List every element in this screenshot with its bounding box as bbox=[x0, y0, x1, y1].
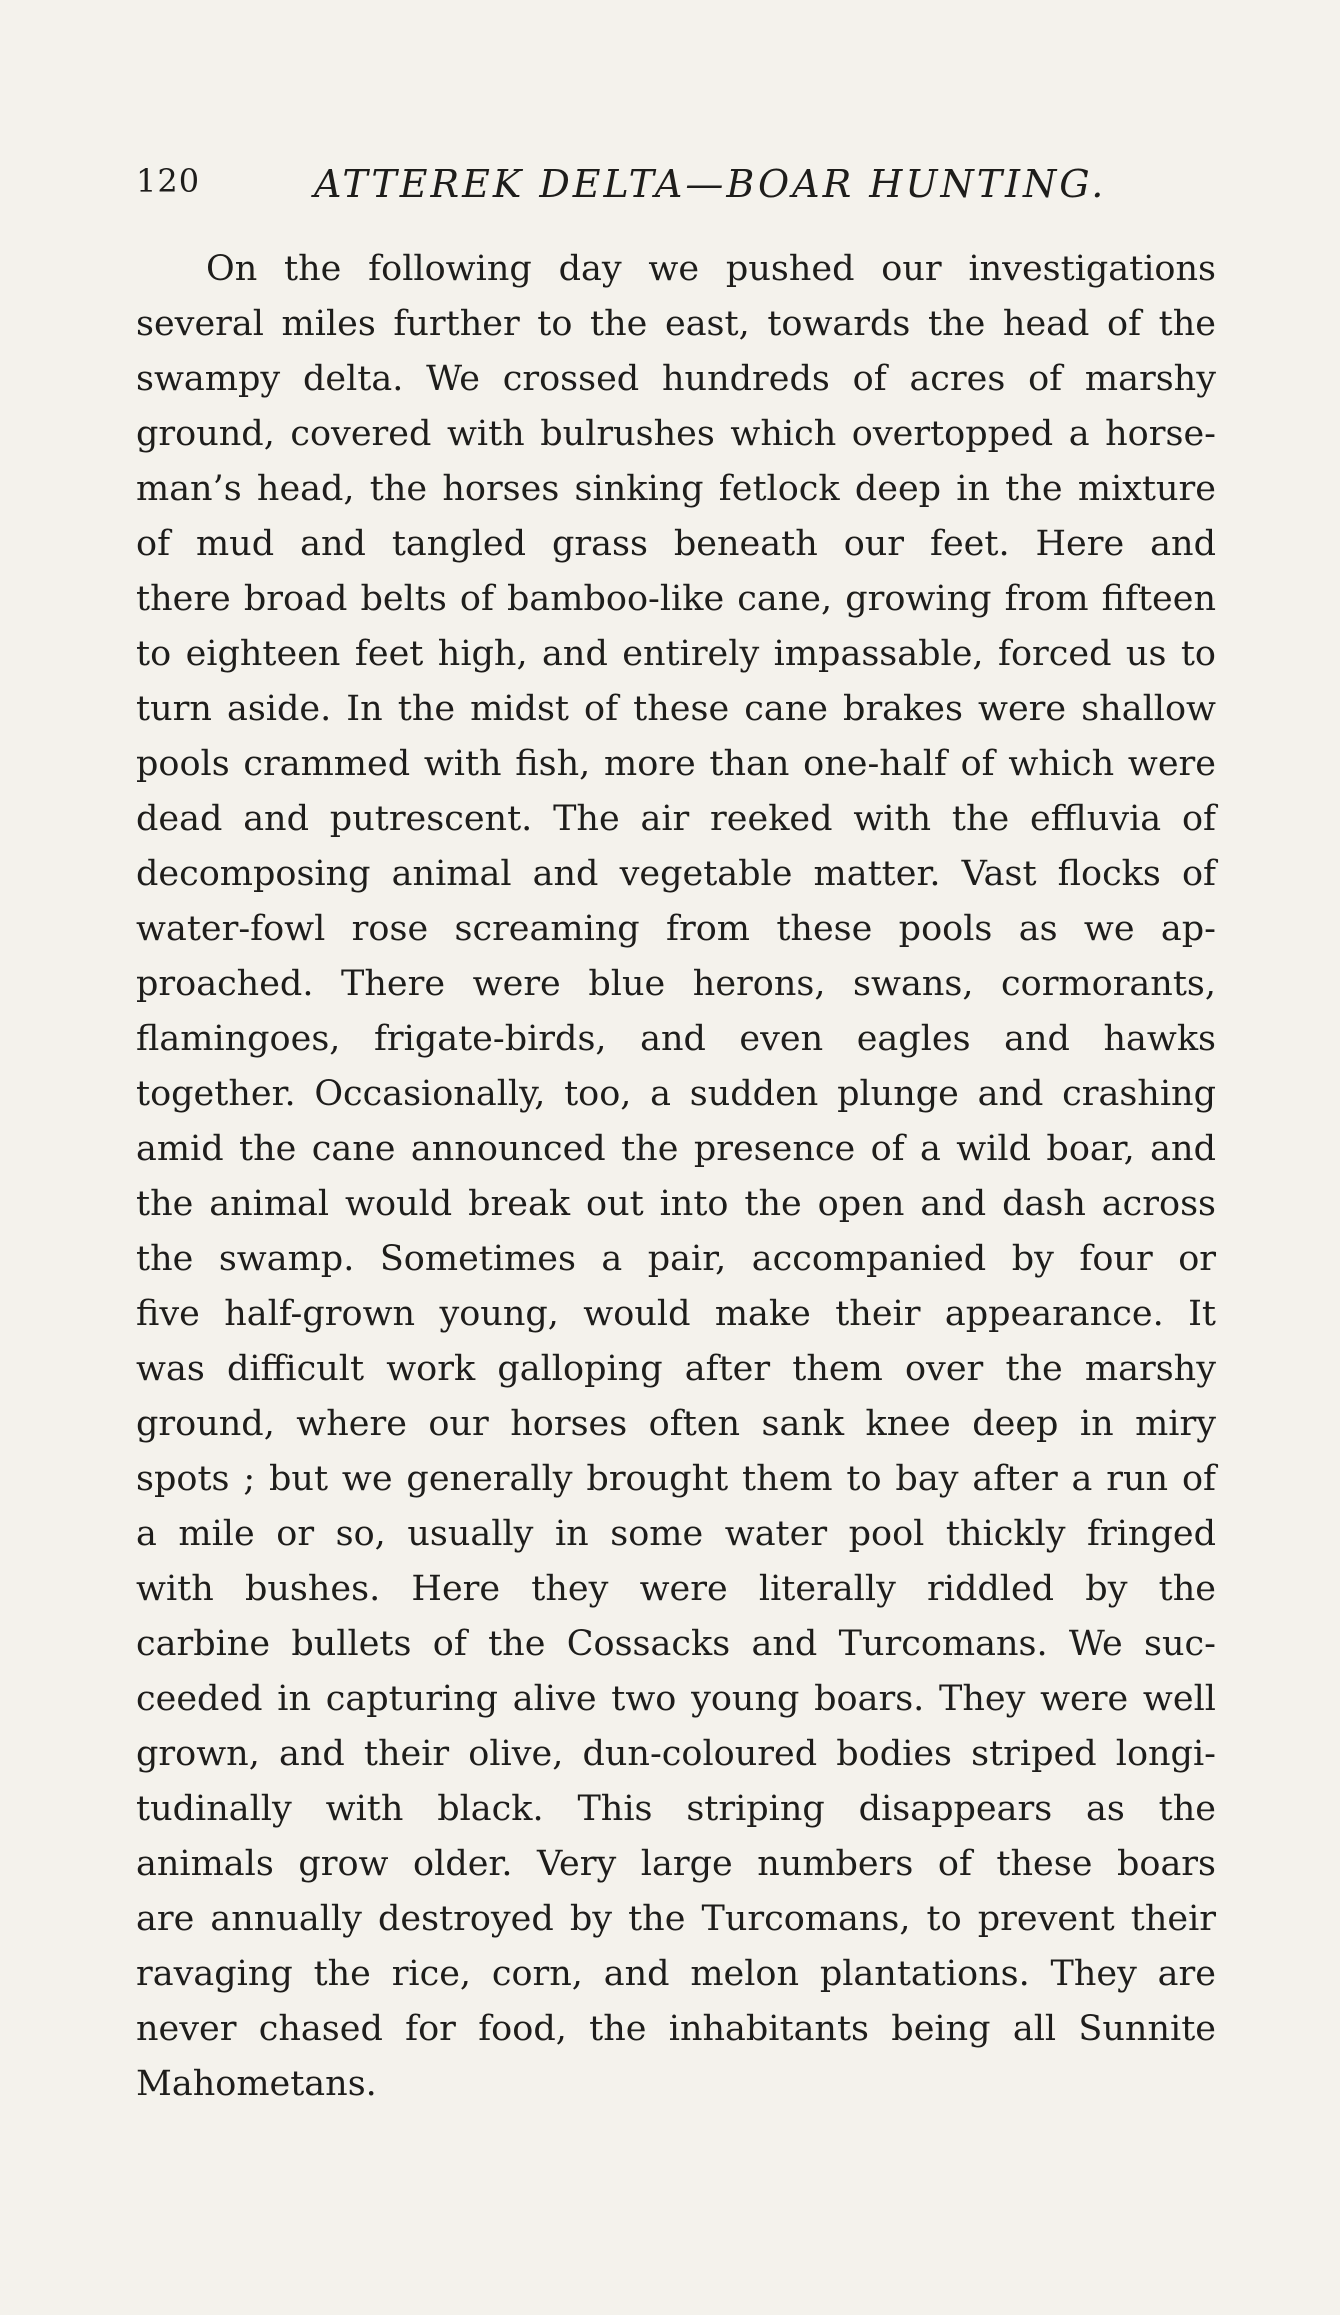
text-line: amid the cane announced the presence of a wild boar, and bbox=[136, 1129, 1216, 1169]
text-line: animals grow older. Very large numbers of these boars bbox=[136, 1844, 1216, 1884]
text-line: Mahometans. bbox=[136, 2064, 377, 2104]
text-line: spots ; but we generally brought them to bay after a run of bbox=[136, 1459, 1216, 1499]
text-line: the animal would break out into the open and dash across bbox=[136, 1184, 1216, 1224]
text-line: man’s head, the horses sinking fetlock deep in the mixture bbox=[136, 469, 1216, 509]
text-line: together. Occasionally, too, a sudden plunge and crashing bbox=[136, 1074, 1216, 1114]
text-line: was difficult work galloping after them over the marshy bbox=[136, 1349, 1216, 1389]
text-line: On the following day we pushed our investigations bbox=[206, 249, 1216, 289]
text-line: proached. There were blue herons, swans, cormorants, bbox=[136, 964, 1216, 1004]
text-line: turn aside. In the midst of these cane brakes were shallow bbox=[136, 689, 1216, 729]
text-line: several miles further to the east, towards the head of the bbox=[136, 304, 1216, 344]
text-line: pools crammed with fish, more than one-half of which were bbox=[136, 744, 1216, 784]
text-line: grown, and their olive, dun-coloured bodies striped longi- bbox=[136, 1734, 1216, 1774]
text-line: are annually destroyed by the Turcomans, to prevent their bbox=[136, 1899, 1216, 1939]
text-line: carbine bullets of the Cossacks and Turcomans. We suc- bbox=[136, 1624, 1216, 1664]
text-line: there broad belts of bamboo-like cane, growing from fifteen bbox=[136, 579, 1216, 619]
body-paragraph bbox=[136, 242, 1216, 2112]
text-line: ceeded in capturing alive two young boars. They were well bbox=[136, 1679, 1216, 1719]
text-line: water-fowl rose screaming from these pools as we ap- bbox=[136, 909, 1216, 949]
text-line: decomposing animal and vegetable matter. Vast flocks of bbox=[136, 854, 1216, 894]
running-head bbox=[136, 162, 1216, 212]
text-line: never chased for food, the inhabitants being all Sunnite bbox=[136, 2009, 1216, 2049]
text-line: five half-grown young, would make their appearance. It bbox=[136, 1294, 1216, 1334]
text-line: to eighteen feet high, and entirely impassable, forced us to bbox=[136, 634, 1216, 674]
page-number: 120 bbox=[136, 162, 201, 200]
text-line: dead and putrescent. The air reeked with the effluvia of bbox=[136, 799, 1216, 839]
text-line: a mile or so, usually in some water pool thickly fringed bbox=[136, 1514, 1216, 1554]
text-line: tudinally with black. This striping disappears as the bbox=[136, 1789, 1216, 1829]
text-line: with bushes. Here they were literally riddled by the bbox=[136, 1569, 1216, 1609]
text-line: ground, covered with bulrushes which overtopped a horse- bbox=[136, 414, 1216, 454]
text-line: ravaging the rice, corn, and melon plantations. They are bbox=[136, 1954, 1216, 1994]
text-line: ground, where our horses often sank knee deep in miry bbox=[136, 1404, 1216, 1444]
text-line: swampy delta. We crossed hundreds of acres of marshy bbox=[136, 359, 1216, 399]
text-line: flamingoes, frigate-birds, and even eagles and hawks bbox=[136, 1019, 1216, 1059]
text-line: of mud and tangled grass beneath our feet. Here and bbox=[136, 524, 1216, 564]
text-line: the swamp. Sometimes a pair, accompanied by four or bbox=[136, 1239, 1216, 1279]
running-title: ATTEREK DELTA—BOAR HUNTING. bbox=[314, 162, 1107, 206]
